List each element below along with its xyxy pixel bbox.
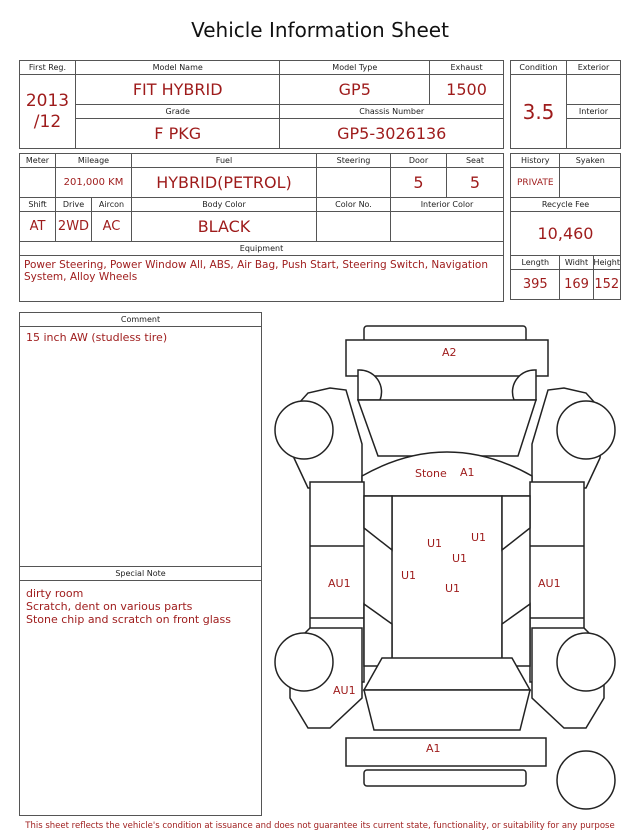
- interior-color-label: Interior Color: [391, 198, 504, 212]
- length-label: Length: [511, 256, 560, 270]
- door-value: 5: [391, 168, 447, 198]
- width-value: 169: [560, 270, 593, 300]
- aircon-value: AC: [92, 212, 132, 242]
- model-name-label: Model Name: [75, 61, 280, 75]
- right-rear-wheel: [557, 633, 615, 691]
- first-reg-month: /12: [33, 111, 62, 132]
- height-value: 152: [593, 270, 620, 300]
- exterior-value: [567, 75, 621, 105]
- hood: [358, 400, 536, 456]
- left-rear-door-window: [364, 604, 392, 666]
- damage-mark: U1: [445, 582, 461, 595]
- right-front-door-window: [502, 496, 530, 550]
- recycle-fee-label: Recycle Fee: [511, 198, 621, 212]
- interior-label: Interior: [567, 105, 621, 119]
- side-table: [510, 153, 621, 300]
- left-front-door-window: [364, 496, 392, 550]
- condition-label: Condition: [511, 61, 567, 75]
- seat-value: 5: [447, 168, 504, 198]
- specs-table: [19, 153, 504, 302]
- condition-score: 3.5: [511, 75, 567, 149]
- history-value: PRIVATE: [511, 168, 560, 198]
- damage-mark: U1: [452, 552, 468, 565]
- special-note-text: [20, 581, 261, 630]
- special-note-line: dirty room: [26, 587, 84, 600]
- damage-mark: AU1: [333, 684, 356, 697]
- equipment-value: Power Steering, Power Window All, ABS, Air Bag, Push Start, Steering Switch, Navigation System, Alloy Wheels: [20, 256, 504, 302]
- condition-table: [510, 60, 621, 149]
- right-front-wheel: [557, 401, 615, 459]
- model-type-value: GP5: [280, 75, 430, 105]
- color-no-label: Color No.: [317, 198, 391, 212]
- left-front-wheel: [275, 401, 333, 459]
- model-type-label: Model Type: [280, 61, 430, 75]
- comment-box: [19, 312, 262, 567]
- recycle-fee-value: 10,460: [511, 212, 621, 256]
- first-reg-value: [20, 75, 76, 149]
- interior-color-value: [391, 212, 504, 242]
- meter-label: Meter: [20, 154, 56, 168]
- height-label: Height: [593, 256, 620, 270]
- windshield: [362, 452, 532, 496]
- history-label: History: [511, 154, 560, 168]
- special-note-line: Stone chip and scratch on front glass: [26, 613, 231, 626]
- length-value: 395: [511, 270, 560, 300]
- grade-value: F PKG: [75, 119, 280, 149]
- body-color-label: Body Color: [132, 198, 317, 212]
- chassis-label: Chassis Number: [280, 105, 504, 119]
- car-damage-diagram: [268, 318, 628, 818]
- shift-value: AT: [20, 212, 56, 242]
- width-label: Widht: [560, 256, 593, 270]
- first-reg-label: First Reg.: [20, 61, 76, 75]
- left-rear-wheel: [275, 633, 333, 691]
- shift-label: Shift: [20, 198, 56, 212]
- model-name-value: FIT HYBRID: [75, 75, 280, 105]
- drive-label: Drive: [56, 198, 92, 212]
- meter-value: [20, 168, 56, 198]
- seat-label: Seat: [447, 154, 504, 168]
- page-title: Vehicle Information Sheet: [191, 18, 449, 42]
- damage-mark: U1: [471, 531, 487, 544]
- syaken-value: [560, 168, 621, 198]
- chassis-value: GP5-3026136: [280, 119, 504, 149]
- grade-label: Grade: [75, 105, 280, 119]
- comment-text: 15 inch AW (studless tire): [26, 331, 168, 344]
- mileage-value: 201,000 KM: [56, 168, 132, 198]
- damage-mark: U1: [401, 569, 417, 582]
- color-no-value: [317, 212, 391, 242]
- main-info-table: [19, 60, 504, 149]
- rear-window: [364, 658, 530, 690]
- damage-mark: AU1: [538, 577, 561, 590]
- exterior-label: Exterior: [567, 61, 621, 75]
- damage-mark: A1: [426, 742, 441, 755]
- interior-value: [567, 119, 621, 149]
- rear-bumper: [346, 738, 546, 766]
- damage-mark: A1: [460, 466, 475, 479]
- spare-wheel: [557, 751, 615, 809]
- damage-mark: U1: [427, 537, 443, 550]
- exhaust-label: Exhaust: [430, 61, 504, 75]
- steering-value: [317, 168, 391, 198]
- tailgate: [364, 690, 530, 730]
- disclaimer-footer: This sheet reflects the vehicle's condition at issuance and does not guarantee its current state, functionality, or suitability for any purpose: [25, 821, 615, 831]
- special-note-label: Special Note: [20, 567, 261, 581]
- body-color-value: BLACK: [132, 212, 317, 242]
- equipment-label: Equipment: [20, 242, 504, 256]
- door-label: Door: [391, 154, 447, 168]
- special-note-line: Scratch, dent on various parts: [26, 600, 193, 613]
- fuel-value: HYBRID(PETROL): [132, 168, 317, 198]
- drive-value: 2WD: [56, 212, 92, 242]
- rear-bumper-lower: [364, 770, 526, 786]
- fuel-label: Fuel: [132, 154, 317, 168]
- syaken-label: Syaken: [560, 154, 621, 168]
- first-reg-year: 2013: [25, 90, 70, 111]
- aircon-label: Aircon: [92, 198, 132, 212]
- mileage-label: Mileage: [56, 154, 132, 168]
- damage-mark: A2: [442, 346, 457, 359]
- damage-mark: AU1: [328, 577, 351, 590]
- special-note-box: [19, 566, 262, 816]
- right-rear-door-window: [502, 604, 530, 666]
- damage-mark: Stone: [415, 467, 447, 480]
- steering-label: Steering: [317, 154, 391, 168]
- comment-label: Comment: [20, 313, 261, 327]
- exhaust-value: 1500: [430, 75, 504, 105]
